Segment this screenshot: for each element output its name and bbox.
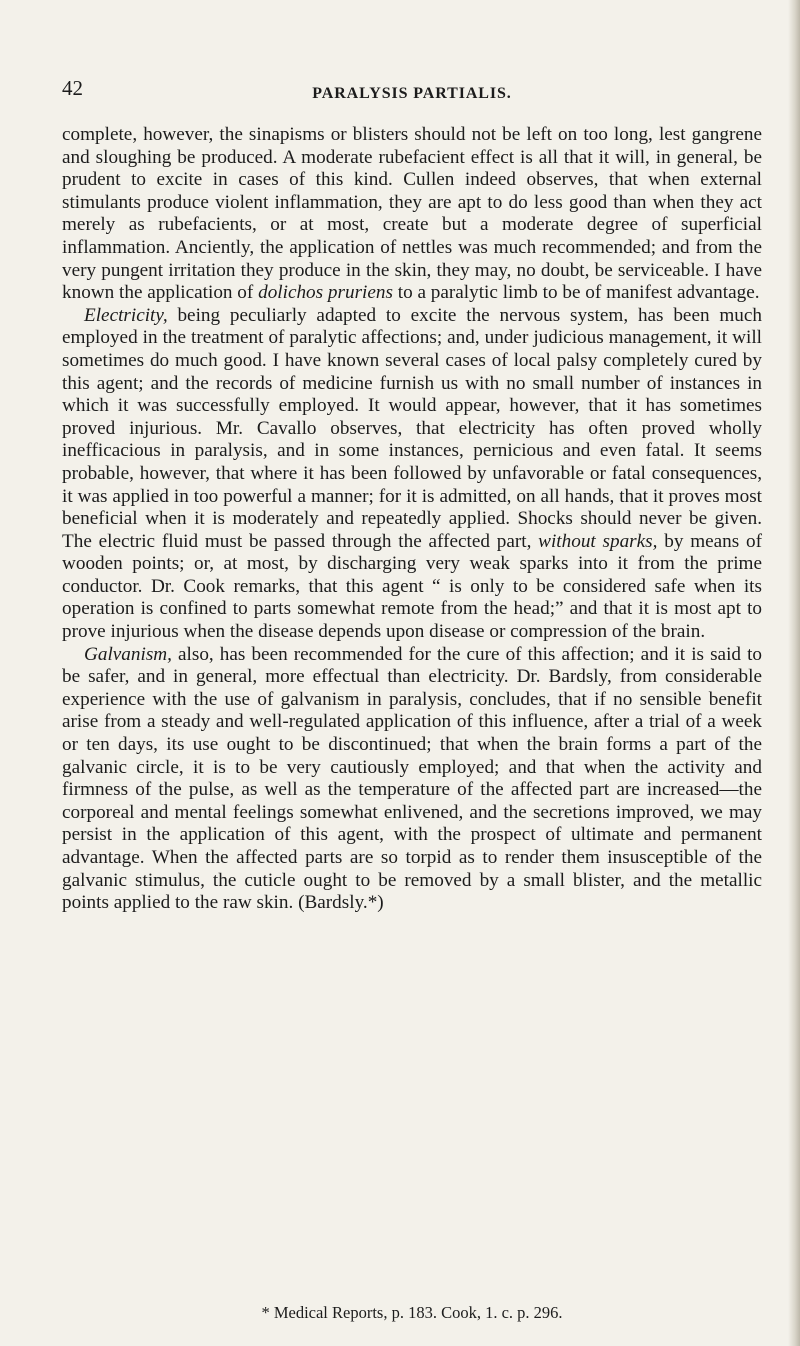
- italic-term: dolichos pruriens: [258, 282, 393, 304]
- italic-term: Galvanism,: [84, 643, 172, 665]
- page-header: [62, 76, 762, 106]
- paragraph-text: complete, however, the sinapisms or blisters should not be left on too long, lest gangrene and sloughing be produced. A moderate rubefacient effect is all that it will, in general, be prudent to excite in cases of this kind. Cullen indeed observes, that when external stimulants produce violent inflammation, they are apt to do less good than when they act merely as rubefacients, or at most, create but a moderate degree of superficial inflammation. Anciently, the application of nettles was much recommended; and from the very pungent irritation they produce in the skin, they may, no doubt, be serviceable. I have known the application of: [62, 124, 762, 304]
- paragraph-text: to a paralytic limb to be of manifest advantage.: [392, 282, 760, 304]
- paragraph-text: also, has been recommended for the cure of this affection; and it is said to be safer, and in general, more effectual than electricity. Dr. Bardsly, from considerable experience with the use of galvanism in paralysis, concludes, that if no sensible benefit arise from a steady and well-regulated application of this influence, after a trial of a week or ten days, its use ought to be discontinued; that when the brain forms a part of the galvanic circle, it is to be very cautiously employed; and that when the activity and firmness of the pulse, as well as the temperature of the affected part are increased—the corporeal and mental feelings somewhat enlivened, and the secretions improved, we may persist in the application of this agent, with the prospect of ultimate and permanent advantage. When the affected parts are so torpid as to render them insusceptible of the galvanic stimulus, the cuticle ought to be removed by a small blister, and the metallic points applied to the raw skin. (Bardsly.*): [62, 643, 762, 914]
- page-number: 42: [62, 76, 83, 100]
- paragraph-electricity: [62, 305, 762, 644]
- paragraph-text: being peculiarly adapted to excite the nervous system, has been much employed in the treatment of paralytic affections; and, under judicious management, it will sometimes do much good. I have known several cases of local palsy completely cured by this agent; and the records of medicine furnish us with no small number of instances in which it was successfully employed. It would appear, however, that it has sometimes proved injurious. Mr. Cavallo observes, that electricity has often proved wholly inefficacious in paralysis, and in some instances, pernicious and even fatal. It seems probable, however, that where it has been followed by unfavorable or fatal consequences, it was applied in too powerful a manner; for it is admitted, on all hands, that it proves most beneficial when it is moderately and repeatedly applied. Shocks should never be given. The electric fluid must be passed through the affected part,: [62, 304, 762, 552]
- paragraph-galvanism: [62, 644, 762, 915]
- page-edge-shadow: [788, 0, 800, 1346]
- running-head: PARALYSIS PARTIALIS.: [312, 85, 512, 102]
- italic-term: without sparks,: [538, 530, 658, 552]
- italic-term: Electricity,: [84, 304, 168, 326]
- body-text: [62, 124, 762, 915]
- paragraph-text: by means of wooden points; or, at most, by discharging very weak sparks into it from the prime conductor. Dr. Cook remarks, that this agent “ is only to be considered safe when its operation is confined to parts somewhat remote from the head;” and that it is most apt to prove injurious when the disease depends upon disease or compression of the brain.: [62, 530, 762, 643]
- paragraph-sinapisms: [62, 124, 762, 305]
- footnote: * Medical Reports, p. 183. Cook, 1. c. p. 296.: [261, 1303, 563, 1322]
